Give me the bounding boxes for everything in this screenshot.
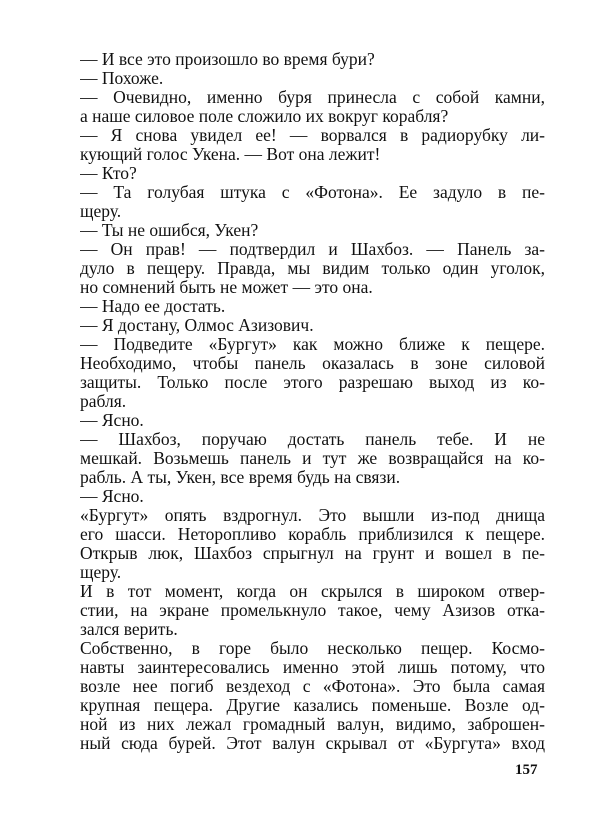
text-line: рабля. — [80, 392, 127, 411]
text-line: — Ясно. — [80, 487, 144, 506]
text-line: И в тот момент, когда он скрылся в широком отвер- — [80, 582, 545, 601]
text-line: щеру. — [80, 202, 122, 221]
text-line: стии, на экране промелькнуло такое, чему Азизов отка- — [80, 601, 545, 620]
text-line: — Подведите «Бургут» как можно ближе к пещере. — [80, 335, 545, 354]
text-line: — И все это произошло во время бури? — [80, 50, 375, 69]
text-line: ный сюда бурей. Этот валун скрывал от «Бургута» вход — [80, 734, 545, 753]
text-line: крупная пещера. Другие казались поменьше. Возле од- — [80, 696, 545, 715]
text-line: но сомнений быть не может — это она. — [80, 278, 373, 297]
text-line: зался верить. — [80, 620, 178, 639]
text-line: — Похоже. — [80, 69, 164, 88]
text-line: дуло в пещеру. Правда, мы видим только один уголок, — [80, 259, 545, 278]
text-line: защиты. Только после этого разрешаю выход из ко- — [80, 373, 545, 392]
text-line: — Ты не ошибся, Укен? — [80, 221, 259, 240]
text-line: — Он прав! — подтвердил и Шахбоз. — Панель за- — [80, 240, 545, 259]
text-line: — Я достану, Олмос Азизович. — [80, 316, 314, 335]
text-line: возле нее погиб вездеход с «Фотона». Это была самая — [80, 677, 545, 696]
text-line: — Кто? — [80, 164, 137, 183]
text-line: а наше силовое поле сложило их вокруг корабля? — [80, 107, 449, 126]
text-line: щеру. — [80, 563, 122, 582]
text-line: «Бургут» опять вздрогнул. Это вышли из-под днища — [80, 506, 545, 525]
text-line: — Очевидно, именно буря принесла с собой камни, — [80, 88, 545, 107]
text-line: Открыв люк, Шахбоз спрыгнул на грунт и вошел в пе- — [80, 544, 545, 563]
text-line: ной из них лежал громадный валун, видимо, заброшен- — [80, 715, 545, 734]
text-line: навты заинтересовались именно этой лишь потому, что — [80, 658, 545, 677]
text-line: мешкай. Возьмешь панель и тут же возвращайся на ко- — [80, 449, 545, 468]
text-line: рабль. А ты, Укен, все время будь на связи. — [80, 468, 401, 487]
text-line: кующий голос Укена. — Вот она лежит! — [80, 145, 381, 164]
page-number: 157 — [515, 762, 538, 778]
text-line: — Я снова увидел ее! — ворвался в радиорубку ли- — [80, 126, 545, 145]
book-page-text — [80, 50, 545, 753]
text-line: — Шахбоз, поручаю достать панель тебе. И не — [80, 430, 545, 449]
text-line: — Ясно. — [80, 411, 144, 430]
text-line: — Та голубая штука с «Фотона». Ее задуло в пе- — [80, 183, 545, 202]
text-line: Необходимо, чтобы панель оказалась в зоне силовой — [80, 354, 545, 373]
text-line: его шасси. Неторопливо корабль приблизился к пещере. — [80, 525, 545, 544]
text-line: Собственно, в горе было несколько пещер. Космо- — [80, 639, 545, 658]
text-line: — Надо ее достать. — [80, 297, 226, 316]
